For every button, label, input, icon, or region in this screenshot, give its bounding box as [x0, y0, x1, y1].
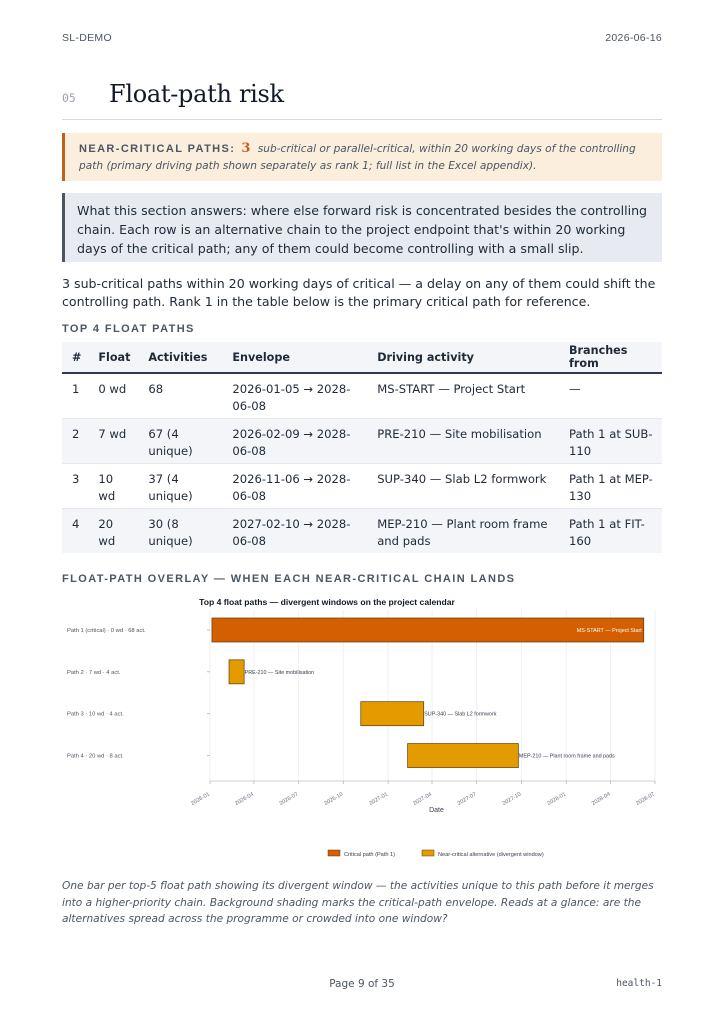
- x-tick-label: 2026-01: [190, 791, 211, 807]
- cell-driving-activity: MEP-210 — Plant room frame and pads: [367, 508, 559, 553]
- gantt-bar: [229, 660, 244, 684]
- section-answer-box: What this section answers: where else forward risk is concentrated besides the controlling chain. Each row is an alternative chain to the project endpoint that's within 20 working days of the critical path; any of them could become controlling with a small slip.: [62, 193, 662, 262]
- col-header-driving-activity: Driving activity: [367, 342, 559, 373]
- cell-envelope: 2027-02-10 → 2028-06-08: [222, 508, 367, 553]
- cell-envelope: 2026-01-05 → 2028-06-08: [232, 382, 351, 413]
- gantt-bar: [408, 744, 519, 768]
- cell-activities: 68: [148, 382, 164, 396]
- cell-branches-from: —: [569, 382, 581, 396]
- gantt-bar: [361, 702, 424, 726]
- cell-float: 7 wd: [88, 418, 138, 463]
- cell-rank: 2: [62, 418, 88, 463]
- cell-envelope: 2026-11-06 → 2028-06-08: [222, 463, 367, 508]
- callout-label: NEAR-CRITICAL PATHS:: [79, 143, 236, 155]
- y-category-label: Path 3 · 10 wd · 4 act.: [67, 711, 124, 718]
- col-header-rank: #: [62, 342, 88, 373]
- cell-activities: 37 (4 unique): [138, 463, 222, 508]
- table-header-row: [62, 342, 662, 373]
- cell-branches-from: Path 1 at MEP-130: [559, 463, 662, 508]
- figure-caption: One bar per top-5 float path showing its divergent window — the activities unique to this path before it merges into a higher-priority chain. Background shading marks the critical-path envelope. Reads at a glance: are the alternatives spread across the programme or crowded into one window?: [62, 880, 654, 925]
- x-tick-label: 2028-04: [590, 791, 612, 807]
- x-tick-label: 2026-10: [323, 791, 345, 807]
- table-row: [62, 373, 662, 418]
- page-number: Page 9 of 35: [329, 978, 395, 990]
- table-row: [62, 508, 662, 553]
- cell-float: 10 wd: [88, 463, 138, 508]
- float-path-chart-svg: [62, 592, 662, 872]
- legend-label: Near-critical alternative (divergent window): [438, 852, 544, 858]
- col-header-envelope: Envelope: [222, 342, 367, 373]
- table-row: [62, 463, 662, 508]
- y-category-label: Path 1 (critical) · 0 wd · 68 act.: [67, 628, 146, 634]
- x-tick-label: 2026-07: [278, 791, 300, 807]
- cell-float: 20 wd: [88, 508, 138, 553]
- col-header-branches-from: Branches from: [559, 342, 662, 373]
- intro-paragraph: 3 sub-critical paths within 20 working days of critical — a delay on any of them could shift the controlling path. Rank 1 in the table below is the primary critical path for reference.: [62, 276, 656, 309]
- col-header-activities: Activities: [138, 342, 222, 373]
- x-tick-label: 2028-01: [546, 791, 568, 807]
- cell-driving-activity: SUP-340 — Slab L2 formwork: [367, 463, 559, 508]
- cell-rank: 4: [62, 508, 88, 553]
- x-axis-label: Date: [429, 807, 444, 814]
- y-category-label: Path 4 · 20 wd · 8 act.: [67, 753, 124, 760]
- bar-label: PRE-210 — Site mobilisation: [244, 669, 315, 676]
- cell-driving-activity: MS-START — Project Start: [377, 382, 526, 396]
- section-title-row: [62, 80, 662, 120]
- cell-branches-from: Path 1 at FIT-160: [559, 508, 662, 553]
- legend-swatch: [328, 850, 340, 856]
- page-title: Float-path risk: [109, 80, 284, 108]
- float-paths-table: [62, 342, 662, 553]
- header-date: 2026-06-16: [605, 32, 662, 44]
- float-path-chart: [62, 592, 662, 872]
- section-number: 05: [62, 91, 76, 105]
- page-header: [62, 32, 662, 44]
- legend-label: Critical path (Path 1): [344, 852, 395, 858]
- header-doc-code: SL-DEMO: [62, 32, 112, 44]
- chart-title: Top 4 float paths — divergent windows on the project calendar: [199, 597, 455, 607]
- legend-swatch: [422, 850, 434, 856]
- x-tick-label: 2027-01: [368, 791, 390, 807]
- cell-rank: 3: [62, 463, 88, 508]
- x-tick-label: 2026-04: [234, 791, 255, 807]
- bar-label: MEP-210 — Plant room frame and pads: [518, 753, 615, 760]
- cell-activities: 67 (4 unique): [138, 418, 222, 463]
- cell-rank: 1: [72, 382, 80, 396]
- bar-label: MS-START — Project Start: [576, 628, 642, 634]
- bar-label: SUP-340 — Slab L2 formwork: [424, 711, 497, 718]
- page-footer: [62, 978, 662, 994]
- x-tick-label: 2028-07: [635, 791, 656, 807]
- cell-activities: 30 (8 unique): [138, 508, 222, 553]
- y-category-label: Path 2 · 7 wd · 4 act.: [67, 669, 121, 676]
- callout-count: 3: [241, 141, 251, 156]
- cell-envelope: 2026-02-09 → 2028-06-08: [222, 418, 367, 463]
- footer-id: health-1: [616, 978, 662, 989]
- callout-text: sub-critical or parallel-critical, within 20 working days of the controlling path (primary driving path shown separately as rank 1; full list in the Excel appendix).: [79, 143, 636, 172]
- near-critical-callout: [62, 133, 662, 181]
- col-header-float: Float: [88, 342, 138, 373]
- x-tick-label: 2027-07: [456, 791, 478, 807]
- cell-driving-activity: PRE-210 — Site mobilisation: [367, 418, 559, 463]
- overlay-heading: FLOAT-PATH OVERLAY — WHEN EACH NEAR-CRITICAL CHAIN LANDS: [62, 573, 516, 585]
- cell-branches-from: Path 1 at SUB-110: [559, 418, 662, 463]
- x-tick-label: 2027-04: [412, 791, 434, 807]
- table-row: [62, 418, 662, 463]
- table-heading: TOP 4 FLOAT PATHS: [62, 323, 195, 335]
- cell-float: 0 wd: [98, 382, 127, 396]
- x-tick-label: 2027-10: [501, 791, 523, 807]
